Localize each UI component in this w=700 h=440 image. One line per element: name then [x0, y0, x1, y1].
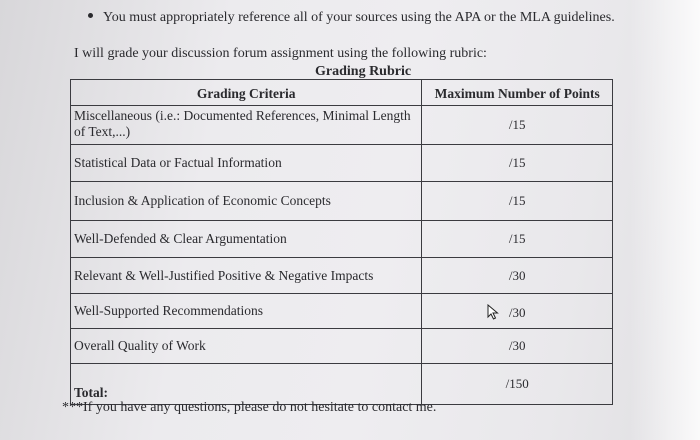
- table-row: [71, 329, 613, 364]
- rubric-caption: Grading Rubric: [315, 64, 412, 79]
- table-header-row: [71, 80, 613, 106]
- criteria-cell: Miscellaneous (i.e.: Documented References, Minimal Length of Text,...): [71, 106, 422, 145]
- header-maximum-points: Maximum Number of Points: [422, 80, 613, 106]
- points-cell: /30: [422, 329, 613, 364]
- points-cell: [422, 294, 613, 329]
- table-row: [71, 294, 613, 329]
- criteria-cell: Inclusion & Application of Economic Concepts: [71, 182, 422, 221]
- mouse-pointer-icon: [487, 304, 499, 320]
- bullet-item: [88, 10, 615, 26]
- total-row: [71, 364, 613, 405]
- points-cell: /15: [422, 182, 613, 221]
- criteria-cell: Relevant & Well-Justified Positive & Negative Impacts: [71, 258, 422, 294]
- table-row: [71, 145, 613, 182]
- points-value: /30: [508, 305, 526, 320]
- criteria-cell: Overall Quality of Work: [71, 329, 422, 364]
- table-row: [71, 182, 613, 221]
- total-label: Total:: [71, 364, 422, 405]
- bullet-text: You must appropriately reference all of your sources using the APA or the MLA guidelines.: [103, 10, 615, 25]
- table-row: [71, 221, 613, 258]
- criteria-cell: Statistical Data or Factual Information: [71, 145, 422, 182]
- criteria-cell: Well-Supported Recommendations: [71, 294, 422, 329]
- points-cell: /30: [422, 258, 613, 294]
- intro-text: I will grade your discussion forum assignment using the following rubric:: [74, 46, 487, 61]
- points-cell: /15: [422, 145, 613, 182]
- bullet-icon: [88, 13, 93, 18]
- table-row: [71, 106, 613, 145]
- header-grading-criteria: Grading Criteria: [71, 80, 422, 106]
- grading-rubric-table: [70, 79, 613, 405]
- points-cell: /15: [422, 106, 613, 145]
- points-cell: /15: [422, 221, 613, 258]
- footnote-text: ***If you have any questions, please do not hesitate to contact me.: [62, 400, 437, 415]
- table-row: [71, 258, 613, 294]
- total-points: /150: [422, 364, 613, 405]
- criteria-cell: Well-Defended & Clear Argumentation: [71, 221, 422, 258]
